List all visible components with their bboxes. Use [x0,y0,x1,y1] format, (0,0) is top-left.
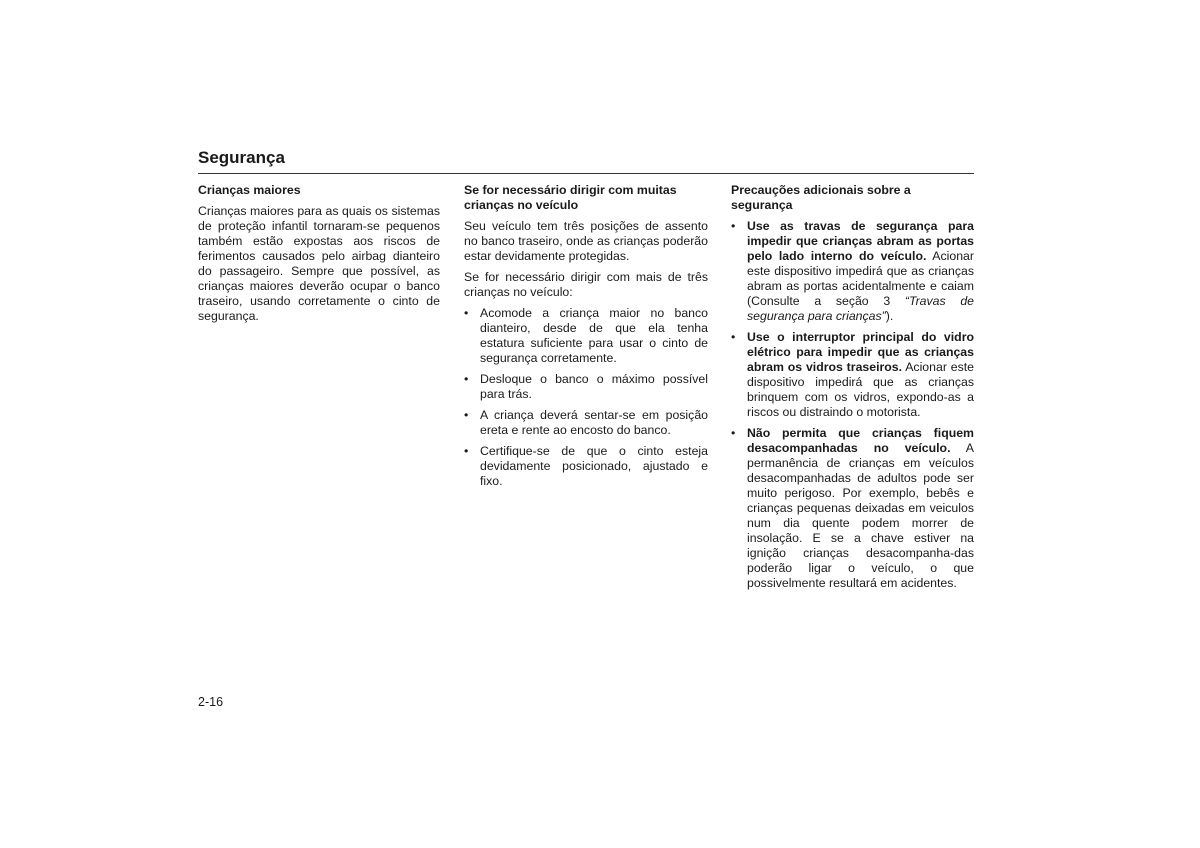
paragraph-older-children: Crianças maiores para as quais os sistemas de proteção infantil tornaram-se pequenos também estão expostas aos riscos de ferimentos causados pelo airbag dianteiro do passageiro. Sempre que possível, as crianças maiores deverão ocupar o banco traseiro, usando corretamente o cinto de segurança. [198,204,440,323]
page-number: 2-16 [198,695,224,709]
list-item-text: Desloque o banco o máximo possível para trás. [480,372,708,401]
list-item [464,408,708,438]
paragraph-more-than-three: Se for necessário dirigir com mais de três crianças no veículo: [464,270,708,299]
list-item-bold-text: Use o interruptor principal do vidro elétrico para impedir que as crianças abram os vidros traseiros. [747,330,974,374]
list-item-italic-reference: “Travas de segurança para crianças” [747,294,975,323]
list-item-text: Certifique-se de que o cinto esteja devidamente posicionado, ajustado e fixo. [480,444,708,488]
list-item [731,426,974,591]
column-older-children [198,183,440,330]
column-many-children [464,183,708,495]
bullet-icon: • [731,219,736,233]
bullet-icon: • [464,444,469,458]
section-heading-additional-precautions: Precauções adicionais sobre a segurança [731,183,911,212]
header-divider [198,173,974,174]
bullet-icon: • [731,330,736,344]
list-item-text: A permanência de crianças em veículos desacompanhadas de adultos pode ser muito perigoso. Por exemplo, bebês e crianças pequenas deixadas em veiculos num dia quente podem morrer de insolação. E se a chave estiver na ignição crianças desacompanha-das poderão ligar o veículo, o que possivelmente resultará em acidentes. [747,441,974,590]
list-item-bold-text: Não permita que crianças fiquem desacompanhadas no veículo. [747,426,974,455]
bullet-icon: • [464,372,469,386]
paragraph-seat-positions: Seu veículo tem três posições de assento no banco traseiro, onde as crianças poderão estar devidamente protegidas. [464,219,708,263]
bullet-list-precautions [731,219,974,591]
bullet-icon: • [464,306,469,320]
list-item-text: Acionar este dispositivo impedirá que as crianças abram as portas acidentalmente e caiam (Consulte a seção 3 [747,249,974,308]
list-item-text: A criança deverá sentar-se em posição ereta e rente ao encosto do banco. [480,408,708,437]
list-item [464,306,708,366]
list-item [731,219,974,324]
list-item-text: Acomode a criança maior no banco dianteiro, desde de que ela tenha estatura suficiente para usar o cinto de segurança corretamente. [480,306,708,365]
section-heading-many-children: Se for necessário dirigir com muitas crianças no veículo [464,183,677,212]
list-item [731,330,974,420]
section-heading-older-children: Crianças maiores [198,183,301,197]
list-item-tail: ). [885,309,894,323]
bullet-icon: • [731,426,736,440]
bullet-icon: • [464,408,469,422]
page-title: Segurança [198,148,285,167]
bullet-list-many-children [464,306,708,489]
list-item-text: Acionar este dispositivo impedirá que as crianças brinquem com os vidros, expondo-as a riscos ou distraindo o motorista. [747,360,975,419]
list-item [464,372,708,402]
list-item [464,444,708,489]
column-additional-precautions [731,183,974,597]
list-item-bold-text: Use as travas de segurança para impedir que crianças abram as portas pelo lado interno do veículo. [747,219,974,263]
